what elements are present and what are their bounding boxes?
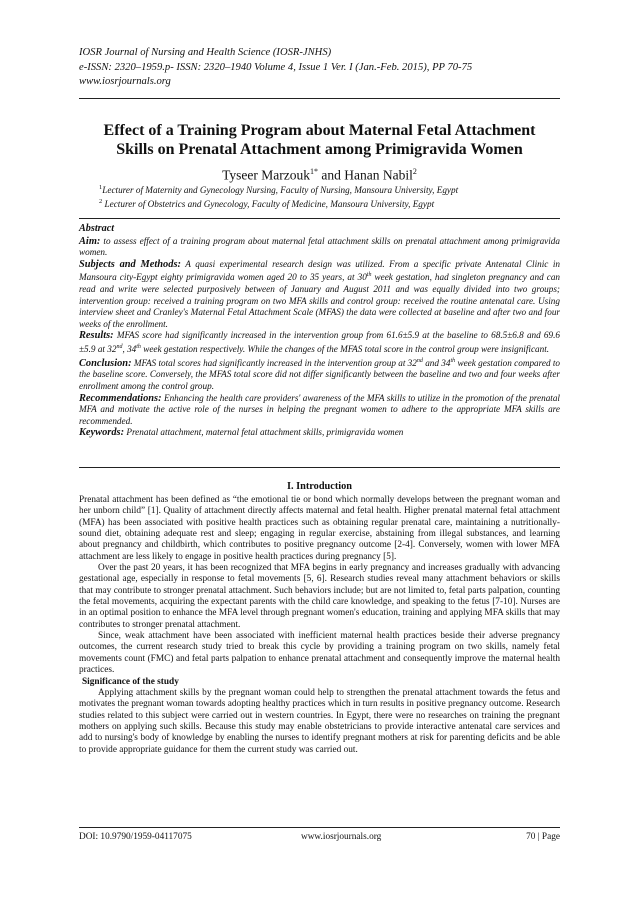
author-2: Hanan Nabil [344, 167, 413, 183]
paper-title [79, 121, 560, 159]
methods-text-b: week gestation, had singleton pregnancy and can read and write were selected purposively between of January and August 2011 and was equally divided into two groups; intervention group: received a training program on two MFA skills and control group: received the routine antenatal care. Using interview sheet and Cranley's Maternal Fetal Attachment Scale (MFAS) the data were collected at baseline and after two and four weeks of the enrollment. [79, 272, 561, 329]
abstract-heading: Abstract [79, 223, 115, 234]
abstract-recommendations [79, 393, 560, 428]
footer-doi: DOI: 10.9790/1959-04117075 [79, 832, 192, 842]
affiliation-2-num: 2 [99, 198, 103, 205]
results-text-a: MFAS score had significantly increased in the intervention group from 61.6±5.9 at the baseline to 68.5±6.8 and 69.6 ±5.9 at 32 [79, 330, 560, 355]
conclusion-sup-1: nd [416, 357, 423, 364]
abstract-aim [79, 236, 560, 259]
introduction-heading: I. Introduction [286, 481, 353, 492]
methods-text-a: A quasi experimental research design was utilized. From a specific private Antenatal Clinic in Mansoura city-Egypt eighty primigravida women aged 20 to 35 years, at 30 [79, 258, 560, 283]
conclusion-text-c: week gestation compared to the baseline score. Conversely, the MFAS total score did not differ significantly between the baseline and two and four weeks after enrollment among the control group. [79, 357, 561, 391]
affiliation-1-num: 1 [99, 184, 103, 191]
conclusion-sup-2: th [450, 357, 456, 364]
footer-rule [79, 827, 560, 828]
abstract-top-rule [79, 218, 560, 219]
abstract [79, 223, 560, 439]
title-line-1: Effect of a Training Program about Maternal Fetal Attachment [103, 122, 536, 139]
title-line-2: Skills on Prenatal Attachment among Primigravida Women [116, 141, 523, 158]
abstract-methods [79, 259, 560, 331]
methods-label: Subjects and Methods: [79, 258, 181, 270]
affiliation-1 [99, 182, 559, 196]
results-text-c: week gestation respectively. While the changes of the MFAS total score in the control group were insignificant. [140, 344, 550, 355]
issn-line: e-ISSN: 2320–1959.p- ISSN: 2320–1940 Volume 4, Issue 1 Ver. I (Jan.-Feb. 2015), PP 70-75 [79, 61, 473, 73]
journal-name: IOSR Journal of Nursing and Health Science (IOSR-JNHS) [79, 47, 332, 58]
results-label: Results: [79, 330, 114, 342]
keywords-text: Prenatal attachment, maternal fetal attachment skills, primigravida women [124, 427, 404, 438]
authors-and: and [318, 167, 345, 183]
intro-paragraph-3: Since, weak attachment have been associated with inefficient maternal health practices beside their adverse pregnancy outcomes, the current research study tried to break this cycle by providing a training program on two skills, namely fetal movements count (FMC) and fetal parts palpation to enhance prenatal attachment and consequently improve the maternal health practices. [79, 631, 560, 676]
aim-text: to assess effect of a training program about maternal fetal attachment skills on prenatal attachment among primigravida women. [79, 235, 560, 258]
results-sup-1: nd [116, 344, 123, 350]
methods-sup: th [366, 272, 372, 279]
footer-website: www.iosrjournals.org [301, 832, 382, 842]
results-text-b: , 34 [122, 344, 137, 355]
journal-header [79, 46, 560, 90]
abstract-bottom-rule [79, 467, 560, 468]
intro-paragraph-1: Prenatal attachment has been defined as “the emotional tie or bond which normally develops between the pregnant woman and her unborn child” [1]. Quality of attachment directly affects maternal and fetal health. Higher prenatal maternal fetal attachment (MFA) has been associated with positive health practices such as obtaining regular prenatal care, maintaining a nutritionally-sound diet, obtaining adequate rest and sleep; engaging in regular exercise, abstaining from illegal substances, and learning about pregnancy and childbirth, which contributes to positive pregnancy outcome [2-4]. Conversely, women with lower MFA attachment are less likely to engage in positive health practices during pregnancy [5]. [79, 495, 560, 562]
conclusion-text-a: MFAS total scores had significantly increased in the intervention group at 32 [131, 357, 417, 368]
results-sup-2: th [136, 344, 141, 350]
header-rule [79, 98, 560, 99]
affiliation-1-text: Lecturer of Maternity and Gynecology Nursing, Faculty of Nursing, Mansoura University, Egypt [102, 185, 459, 196]
conclusion-label: Conclusion: [79, 357, 132, 369]
journal-website: www.iosrjournals.org [79, 76, 171, 87]
abstract-keywords [79, 427, 560, 439]
introduction-body [79, 495, 560, 756]
author-2-marker: 2 [412, 167, 417, 176]
author-1: Tyseer Marzouk [222, 167, 311, 183]
significance-heading: Significance of the study [82, 676, 179, 687]
recommendations-label: Recommendations: [79, 392, 162, 404]
abstract-results [79, 330, 560, 355]
authors [79, 164, 560, 184]
keywords-label: Keywords: [79, 427, 125, 439]
aim-label: Aim: [79, 235, 101, 247]
intro-paragraph-2: Over the past 20 years, it has been recognized that MFA begins in early pregnancy and increases gradually with advancing gestational age, especially in response to fetal movements [5, 6]. Research studies reveal many attachment behaviors or skills that may contribute to stronger prenatal attachment. Such behaviors include; but are not limited to, fetal parts palpation, counting the fetal movements, acquiring the expectant parents with the child care knowledge, and speaking to the fetus [7-10]. Nurses are in an optimal position to enhance the MFA level through pregnant women's education, training and applying MFA skills that may contributes to stronger prenatal attachment. [79, 563, 560, 630]
affiliation-2 [99, 196, 559, 210]
affiliation-2-text: Lecturer of Obstetrics and Gynecology, Faculty of Medicine, Mansoura University, Egypt [102, 199, 435, 210]
significance-paragraph: Applying attachment skills by the pregnant woman could help to strengthen the prenatal attachment towards the fetus and motivates the pregnant woman towards adopting healthy practices which in turn results in positive pregnancy outcome. Research studies related to this subject were carried out in western countries. In Egypt, there were no researches on training the pregnant mothers on applying such skills. Because this study may enable obstetricians to provide interactive antenatal care services and add to nursing's body of knowledge by enabling the nurses to identify pregnant mothers at risk for parenting deficits and be able to provide appropriate guidance for them the current study was carried out. [79, 687, 560, 755]
conclusion-text-b: and 34 [422, 357, 451, 368]
footer-page-number: 70 | Page [526, 832, 560, 842]
recommendations-text: Enhancing the health care providers' awareness of the MFA skills to utilize in the promotion of the prenatal MFA and motivate the active role of the nurses in helping the pregnant women to adhere to the appropriate MFA skills are recommended. [79, 392, 560, 426]
author-1-marker: 1* [310, 167, 319, 176]
abstract-conclusion [79, 356, 560, 393]
